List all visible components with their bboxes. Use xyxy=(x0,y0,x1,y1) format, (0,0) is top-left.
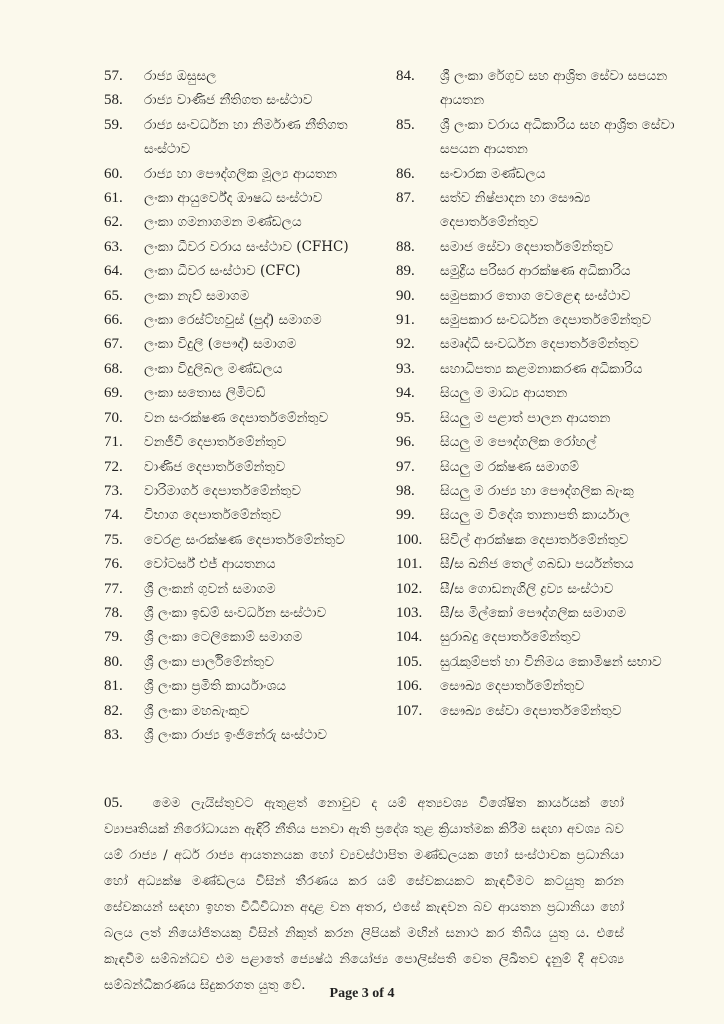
list-item-number: 92. xyxy=(396,336,415,353)
list-item-number: 75. xyxy=(104,531,123,548)
list-item-text: ලංකා ආයුර්වේද ඖෂධ සංස්ථාව xyxy=(144,190,323,207)
list-item-text: සියලු ම පෞද්ගලික රෝහල් xyxy=(440,434,597,451)
list-item xyxy=(104,625,389,649)
list-item xyxy=(104,186,389,210)
list-item xyxy=(104,528,389,552)
list-item-text: විභාග දෙපාර්තමේන්තුව xyxy=(144,507,282,524)
list-item xyxy=(396,577,686,601)
list-item-text: වාණිජ දෙපාර්තමේන්තුව xyxy=(144,458,286,475)
list-item-number: 90. xyxy=(396,287,415,304)
list-item-text: ලංකා ගමනාගමන මණ්ඩලය xyxy=(144,214,302,231)
paragraph-text: මෙම ලැයිස්තුවට ඇතුළත් නොවුව ද යම් අත්‍යවශ්‍ය විශේෂිත කාර්යයක් හෝ ව්‍යාපෘතියක් නිරෝධායන ඇඳිරි නීතිය පනවා ඇති ප්‍රදේශ තුළ ක්‍රියාත්මක කිරීම සඳහා අවශ්‍ය බව යම් රාජ්‍ය / අර්ධ රාජ්‍ය ආයතනයක හෝ ව්‍යවස්ථාපිත මණ්ඩලයක හෝ සංස්ථාවක ප්‍රධානියා හෝ අධ්‍යක්ෂ මණ්ඩලය විසින් තීරණය කර යම් සේවකයකට කැඳවීමට කටයුතු කරන සේවකයන් සඳහා ඉහත විධිවිධාන අදාළ වන අතර, එසේ කැඳවන බව ආයතන ප්‍රධානියා හෝ බලය ලත් නියෝජිතයකු විසින් නිකුත් කරන ලිපියක් මඟින් සනාථ කර තිබිය යුතු ය. එසේ කැඳවීම සම්බන්ධව එම පළාතේ ජ්‍යෙෂ්ඨ නියෝජ්‍ය පොලිස්පති වෙත ලිඛිතව දැනුම් දී අවශ්‍ය සම්බන්ධීකරණය සිදුකරගත යුතු වේ. xyxy=(104,796,624,993)
list-item xyxy=(104,552,389,576)
list-item-text: සියලු ම පළාත් පාලන ආයතන xyxy=(440,409,611,426)
list-item-number: 57. xyxy=(104,68,123,84)
list-item xyxy=(104,284,389,308)
list-item xyxy=(104,88,389,112)
list-item-text: රාජ්‍ය හා පෞද්ගලික මූල්‍ය ආයතන xyxy=(144,165,337,182)
list-item-number: 107. xyxy=(396,702,423,719)
list-item xyxy=(104,162,389,186)
list-item-number: 106. xyxy=(396,678,423,695)
list-item-text: ලංකා රෙස්ට්හවුස් (පුද්) සමාගම xyxy=(144,312,322,329)
list-item-number: 60. xyxy=(104,165,123,182)
list-item xyxy=(396,552,686,576)
list-item-text: සමාජ සේවා දෙපාර්තමේන්තුව xyxy=(440,238,614,255)
list-item-text: සහාධිපත්‍ය කළමනාකරණ අධිකාරිය xyxy=(440,360,643,377)
list-item-number: 67. xyxy=(104,336,123,353)
list-item-text: ශ්‍රී ලංකන් ගුවන් සමාගම xyxy=(144,580,276,597)
list-item-text: සමුද්‍රීය පරිසර ආරක්ෂණ අධිකාරිය xyxy=(440,263,631,280)
list-item-text: වාරිමාර්ග දෙපාර්තමේන්තුව xyxy=(144,482,301,499)
list-item-text: රාජ්‍ය වාණිජ නීතිගත සංස්ථාව xyxy=(144,92,313,109)
list-item-number: 78. xyxy=(104,604,123,621)
list-item xyxy=(396,674,686,698)
list-item xyxy=(104,503,389,527)
list-item-text: සමුපකාර තොග වෙළෙඳ සංස්ථාව xyxy=(440,287,631,304)
list-item-text: වෝටර්ස් එජ් ආයතනය xyxy=(144,556,276,573)
list-item-number: 58. xyxy=(104,92,123,109)
list-item-text: සංචාරක මණ්ඩලය xyxy=(440,165,546,182)
list-item xyxy=(396,332,686,356)
list-item-number: 70. xyxy=(104,409,123,426)
list-item xyxy=(396,113,686,162)
list-item-number: 71. xyxy=(104,434,123,451)
list-item-number: 68. xyxy=(104,360,123,377)
list-item xyxy=(104,601,389,625)
paragraph-05 xyxy=(104,790,624,999)
list-item-number: 83. xyxy=(104,726,123,743)
list-item xyxy=(396,284,686,308)
list-item xyxy=(396,357,686,381)
list-item-number: 100. xyxy=(396,531,423,548)
list-item-number: 72. xyxy=(104,458,123,475)
list-item-number: 63. xyxy=(104,238,123,255)
list-item-number: 81. xyxy=(104,678,123,695)
list-item-number: 86. xyxy=(396,165,415,182)
list-item-text: සියලු ම මාධ්‍ය ආයතන xyxy=(440,385,568,402)
list-item xyxy=(396,186,686,235)
list-item-text: ලංකා ධීවර වරාය සංස්ථාව (CFHC) xyxy=(144,238,349,255)
list-item-number: 88. xyxy=(396,238,415,255)
list-item xyxy=(104,479,389,503)
list-item xyxy=(396,601,686,625)
list-item xyxy=(104,406,389,430)
list-item-number: 62. xyxy=(104,214,123,231)
list-item-text: සමෘද්ධි සංවර්ධන දෙපාර්තමේන්තුව xyxy=(440,336,639,353)
list-item xyxy=(396,699,686,723)
list-item-text: වනජීවී දෙපාර්තමේන්තුව xyxy=(144,434,287,451)
list-item-number: 82. xyxy=(104,702,123,719)
list-item-number: 74. xyxy=(104,507,123,524)
list-item-text: වන සංරක්ෂණ දෙපාර්තමේන්තුව xyxy=(144,409,329,426)
list-item-number: 102. xyxy=(396,580,423,597)
list-item-number: 101. xyxy=(396,556,423,573)
list-item xyxy=(104,381,389,405)
list-item-number: 93. xyxy=(396,360,415,377)
list-item-text: සියලු ම විදේශ තානාපති කාර්යාල xyxy=(440,507,631,524)
list-item-text: සී/ස ඛනිජ තෙල් ගබඩා පර්යන්තය xyxy=(440,556,634,573)
list-item-text: ශ්‍රී ලංකා රේගුව සහ ආශ්‍රිත සේවා සපයන ආයතන xyxy=(440,68,668,109)
list-item xyxy=(396,650,686,674)
list-item xyxy=(396,162,686,186)
list-item-text: සී/ස ගොඩනැගිලි ද්‍රව්‍ය සංස්ථාව xyxy=(440,580,614,597)
list-item-text: සමුපකාර සංවර්ධන දෙපාර්තමේන්තුව xyxy=(440,312,652,329)
list-item-number: 77. xyxy=(104,580,123,597)
list-item-number: 89. xyxy=(396,263,415,280)
list-item-text: රාජ්‍ය සංවර්ධන හා නිර්මාණ නීතිගත සංස්ථාව xyxy=(144,116,348,158)
list-item xyxy=(104,259,389,283)
list-item xyxy=(396,528,686,552)
list-item xyxy=(396,503,686,527)
list-item-text: ලංකා සතොස ලිමිටඩ් xyxy=(144,385,266,402)
list-item xyxy=(104,674,389,698)
list-item-text: ශ්‍රී ලංකා මහබැංකුව xyxy=(144,702,250,719)
list-item-number: 104. xyxy=(396,629,423,646)
list-item-text: ශ්‍රී ලංකා පාර්ලිමේන්තුව xyxy=(144,653,274,670)
list-item-text: වෙරළ සංරක්ෂණ දෙපාර්තමේන්තුව xyxy=(144,531,345,548)
list-item xyxy=(104,210,389,234)
list-item-text: සුරාබදු දෙපාර්තමේන්තුව xyxy=(440,629,581,646)
list-item xyxy=(396,64,686,113)
list-item-number: 64. xyxy=(104,263,123,280)
left-list xyxy=(104,64,389,747)
list-item xyxy=(104,650,389,674)
list-item xyxy=(396,479,686,503)
list-item-number: 94. xyxy=(396,385,415,402)
list-item-number: 79. xyxy=(104,629,123,646)
list-item xyxy=(396,381,686,405)
list-item-text: ශ්‍රී ලංකා රාජ්‍ය ඉංජිනේරු සංස්ථාව xyxy=(144,726,327,743)
list-item-number: 99. xyxy=(396,507,415,524)
list-item-number: 98. xyxy=(396,482,415,499)
list-item-text: සී/ස මිල්කෝ පෞද්ගලික සමාගම xyxy=(440,604,627,621)
list-item-number: 96. xyxy=(396,434,415,451)
list-item xyxy=(104,699,389,723)
list-item xyxy=(396,259,686,283)
list-item-number: 105. xyxy=(396,653,423,670)
list-item-number: 59. xyxy=(104,116,123,133)
list-item-number: 66. xyxy=(104,312,123,329)
page-number: Page 3 of 4 xyxy=(329,986,395,1001)
list-item-text: සෞඛ්‍ය දෙපාර්තමේන්තුව xyxy=(440,678,585,695)
list-item-text: ලංකා විදුලි (පෞද්) සමාගම xyxy=(144,336,297,353)
list-item-number: 61. xyxy=(104,190,123,207)
list-item-number: 80. xyxy=(104,653,123,670)
list-item-number: 84. xyxy=(396,68,415,84)
list-item-text: ශ්‍රී ලංකා ඉඩම් සංවර්ධන සංස්ථාව xyxy=(144,604,327,621)
list-item-text: සියලු ම රක්ෂණ සමාගම් xyxy=(440,458,579,475)
list-item-number: 73. xyxy=(104,482,123,499)
list-item xyxy=(104,64,389,88)
list-item-number: 85. xyxy=(396,116,415,133)
list-item-number: 65. xyxy=(104,287,123,304)
list-item-text: ශ්‍රී ලංකා ටෙලිකොම් සමාගම xyxy=(144,629,303,646)
list-item xyxy=(396,455,686,479)
list-item-text: ශ්‍රී ලංකා වරාය අධිකාරිය සහ ආශ්‍රිත සේවා සපයන ආයතන xyxy=(440,116,675,158)
list-item-number: 103. xyxy=(396,604,423,621)
list-item-text: රාජ්‍ය ඔසුසල xyxy=(144,68,217,84)
list-item-number: 97. xyxy=(396,458,415,475)
list-item-text: ශ්‍රී ලංකා ප්‍රමිති කාර්යාංශය xyxy=(144,678,286,695)
list-item xyxy=(396,406,686,430)
list-item-text: ලංකා නැව් සමාගම xyxy=(144,287,250,304)
list-item-text: ලංකා ධීවර සංස්ථාව (CFC) xyxy=(144,263,301,280)
list-item-text: සුරැකුම්පත් හා විනිමය කොමිෂන් සභාව xyxy=(440,653,662,670)
list-item-text: සෞඛ්‍ය සේවා දෙපාර්තමේන්තුව xyxy=(440,702,622,719)
list-item xyxy=(396,308,686,332)
list-item xyxy=(104,235,389,259)
list-item xyxy=(104,357,389,381)
list-item-text: සිවිල් ආරක්ෂක දෙපාර්තමේන්තුව xyxy=(440,531,629,548)
list-item xyxy=(104,577,389,601)
right-list xyxy=(396,64,686,723)
paragraph-number: 05. xyxy=(104,795,123,811)
list-item-number: 76. xyxy=(104,556,123,573)
list-item xyxy=(104,723,389,747)
list-item xyxy=(104,455,389,479)
list-item xyxy=(104,430,389,454)
list-item-text: සත්ව නිෂ්පාදන හා සෞඛ්‍ය දෙපාර්තමේන්තුව xyxy=(440,190,591,231)
list-item xyxy=(104,332,389,356)
list-item xyxy=(396,235,686,259)
list-item xyxy=(396,430,686,454)
list-item-text: සියලු ම රාජ්‍ය හා පෞද්ගලික බැංකු xyxy=(440,482,634,499)
list-item-number: 91. xyxy=(396,312,415,329)
list-item-number: 95. xyxy=(396,409,415,426)
list-item xyxy=(104,308,389,332)
list-item-number: 87. xyxy=(396,190,415,207)
list-item-text: ලංකා විදුලිබල මණ්ඩලය xyxy=(144,360,283,377)
list-item-number: 69. xyxy=(104,385,123,402)
list-item xyxy=(104,113,389,162)
list-item xyxy=(396,625,686,649)
